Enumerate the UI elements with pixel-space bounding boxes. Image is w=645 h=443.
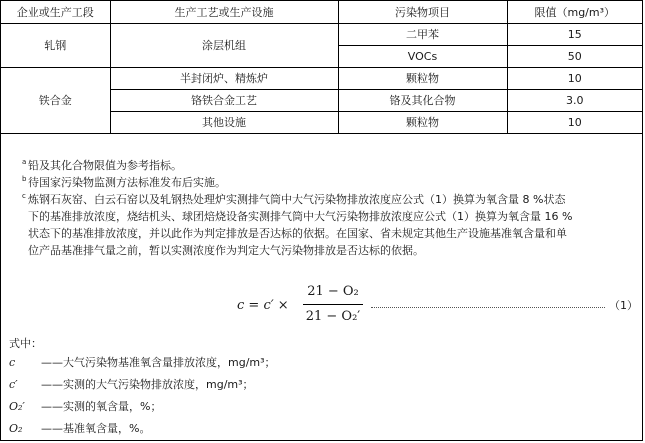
note-text: 待国家污染物监测方法标准发布后实施。 [28, 176, 226, 189]
limit-cell: 10 [507, 68, 642, 90]
formula-denominator: 21 − O₂′ [305, 309, 361, 324]
table-header-row [1, 1, 642, 24]
legend-symbol: c [9, 356, 16, 369]
formula-numerator: 21 − O₂ [303, 282, 363, 305]
footnote-mark: a [22, 158, 27, 166]
limit-cell: 15 [507, 24, 642, 46]
note-a [22, 157, 624, 174]
note-line: 下的基准排放浓度，烧结机头、球团焙烧设备实测排气筒中大气污染物排放浓度应公式（1）换算为氧含量 16 % [28, 210, 573, 223]
table-notes [1, 154, 642, 442]
formula-fraction [303, 282, 363, 327]
header-process: 生产工艺或生产设施 [110, 1, 338, 24]
note-line: 炼钢石灰窑、白云石窑以及轧钢热处理炉实测排气筒中大气污染物排放浓度应公式（1）换算为氧含量 8 %状态 [28, 193, 566, 206]
note-b [22, 174, 624, 191]
legend-item [9, 378, 254, 392]
table-row [1, 24, 642, 46]
note-text: 铅及其化合物限值为参考指标。 [28, 159, 182, 172]
emission-limits-table [1, 1, 642, 134]
segment-cell-steel-rolling: 轧钢 [1, 24, 110, 68]
legend-desc: ——基准氧含量，%。 [41, 422, 151, 435]
pollutant-cell: 铬及其化合物 [338, 90, 507, 112]
pollutant-cell: 颗粒物 [338, 68, 507, 90]
process-cell-coating-unit: 涂层机组 [110, 24, 338, 68]
legend-symbol: O₂′ [9, 400, 25, 413]
pollutant-cell: 颗粒物 [338, 112, 507, 134]
legend-item [9, 400, 161, 414]
limit-cell: 50 [507, 46, 642, 68]
footnote-mark: b [22, 175, 27, 183]
note-line: 位产品基准排气量之前，暂以实测浓度作为判定大气污染物排放是否达标的依据。 [28, 244, 424, 257]
segment-cell-ferroalloy: 铁合金 [1, 68, 110, 134]
limit-cell: 3.0 [507, 90, 642, 112]
legend-symbol: c′ [9, 378, 18, 391]
legend-item [9, 422, 150, 436]
legend-desc: ——实测的氧含量，%； [41, 400, 162, 413]
legend-symbol: O₂ [9, 422, 23, 435]
note-line: 状态下的基准排放浓度，并以此作为判定排放是否达标的依据。在国家、省未规定其他生产设施基准氧含量和单 [28, 227, 567, 240]
process-cell: 其他设施 [110, 112, 338, 134]
pollutant-cell: VOCs [338, 46, 507, 68]
process-cell: 半封闭炉、精炼炉 [110, 68, 338, 90]
limit-cell: 10 [507, 112, 642, 134]
process-cell: 铬铁合金工艺 [110, 90, 338, 112]
formula-leader-dots [371, 307, 605, 308]
header-limit: 限值（mg/m³） [507, 1, 642, 24]
conversion-formula [237, 282, 638, 334]
legend-desc: ——大气污染物基准氧含量排放浓度，mg/m³； [41, 356, 276, 369]
header-segment: 企业或生产工段 [1, 1, 110, 24]
footnote-mark: c [22, 192, 26, 200]
pollutant-cell: 二甲苯 [338, 24, 507, 46]
legend-desc: ——实测的大气污染物排放浓度，mg/m³； [41, 378, 254, 391]
legend-item [9, 356, 276, 370]
formula-number: （1） [609, 299, 638, 312]
note-c [22, 191, 624, 259]
header-pollutant: 污染物项目 [338, 1, 507, 24]
formula-lhs: c = c′ × [237, 298, 289, 313]
legend-intro: 式中： [9, 337, 42, 350]
table-row [1, 68, 642, 90]
